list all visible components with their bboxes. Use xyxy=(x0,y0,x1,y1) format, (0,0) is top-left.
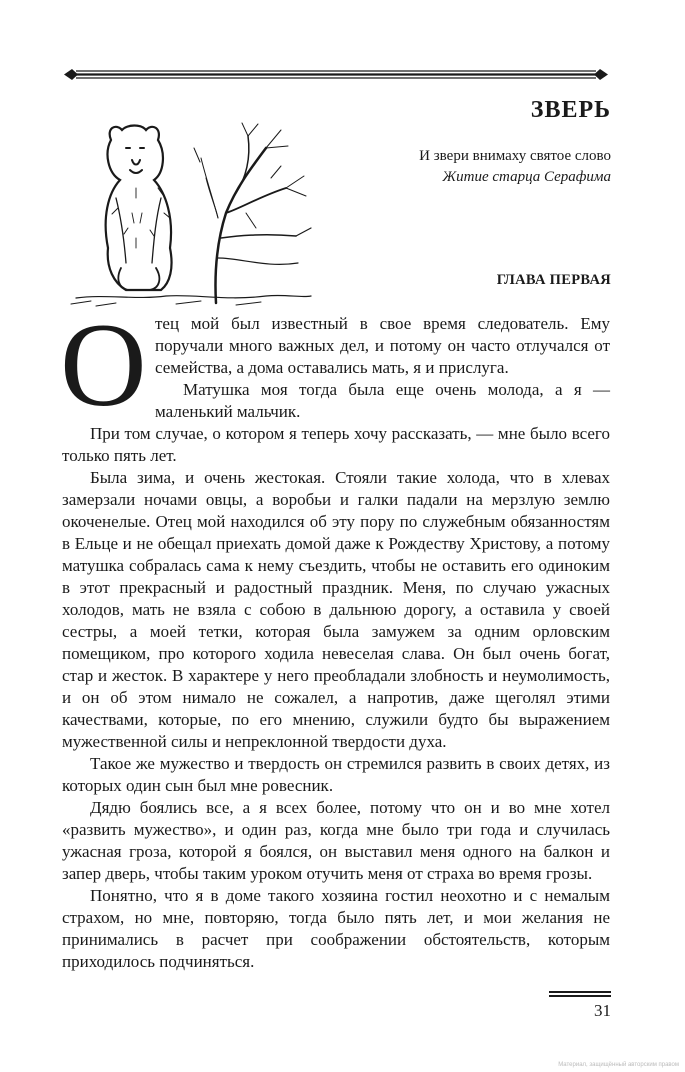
bear-illustration xyxy=(66,118,316,308)
epigraph-text: И звери внимаху святое слово xyxy=(419,148,611,164)
footer-rule xyxy=(549,991,611,997)
chapter-heading: ГЛАВА ПЕРВАЯ xyxy=(496,272,611,288)
top-ornamental-rule xyxy=(62,64,610,86)
paragraph: Такое же мужество и твердость он стремился развить в своих детях, из которых один сын был мне ровесник. xyxy=(62,754,610,795)
lead-paragraph: тец мой был известный в свое время следователь. Ему поручали много важных дел, и потому он часто отлучался от семейства, а дома оставались мать, я и прислуга. xyxy=(155,314,610,377)
body-text xyxy=(62,423,610,973)
story-title: ЗВЕРЬ xyxy=(530,97,611,123)
drop-cap: О xyxy=(60,298,147,431)
epigraph xyxy=(419,146,611,188)
paragraph: Понятно, что я в доме такого хозяина гостил неохотно и с немалым страхом, но мне, повторяю, тогда было пять лет, и мои желания не принимались в расчет при соображении обстоятельств, которым приходилось подчиняться. xyxy=(62,886,610,971)
copyright-watermark: Материал, защищённый авторским правом xyxy=(558,1062,679,1068)
page-number: 31 xyxy=(594,1001,611,1020)
paragraph: Была зима, и очень жестокая. Стояли такие холода, что в хлевах замерзали ночами овцы, а воробьи и галки падали на мерзлую землю окоченелые. Отец мой находился об эту пору по служебным обязанностям в Ельце и не обещал приехать домой даже к Рождеству Христову, а потому матушка собралась сама к нему съездить, чтобы не оставить его одиноким в этот прекрасный и радостный праздник. Меня, по случаю ужасных холодов, мать не взяла с собою в дальнюю дорогу, а оставила у своей сестры, а моей тетки, которая была замужем за одним орловским помещиком, про которого ходила невеселая слава. Он был очень богат, стар и жесток. В характере у него преобладали злобность и неумолимость, и он об этом нимало не сожалел, а напротив, даже щеголял этими качествами, которые, по его мнению, служили будто бы выражением мужественной силы и непреклонной твердости духа. xyxy=(62,468,610,751)
epigraph-source: Житие старца Серафима xyxy=(442,169,611,185)
lead-paragraph: Матушка моя тогда была еще очень молода, а я — маленький мальчик. xyxy=(155,380,610,421)
lead-text xyxy=(155,313,610,423)
paragraph: Дядю боялись все, а я всех более, потому что он и во мне хотел «развить мужество», и один раз, когда мне было три года и случилась ужасная гроза, которой я боялся, он выставил меня одного на балкон и запер дверь, чтобы таким уроком отучить меня от страха во время грозы. xyxy=(62,798,610,883)
paragraph: При том случае, о котором я теперь хочу рассказать, — мне было всего только пять лет. xyxy=(62,424,610,465)
